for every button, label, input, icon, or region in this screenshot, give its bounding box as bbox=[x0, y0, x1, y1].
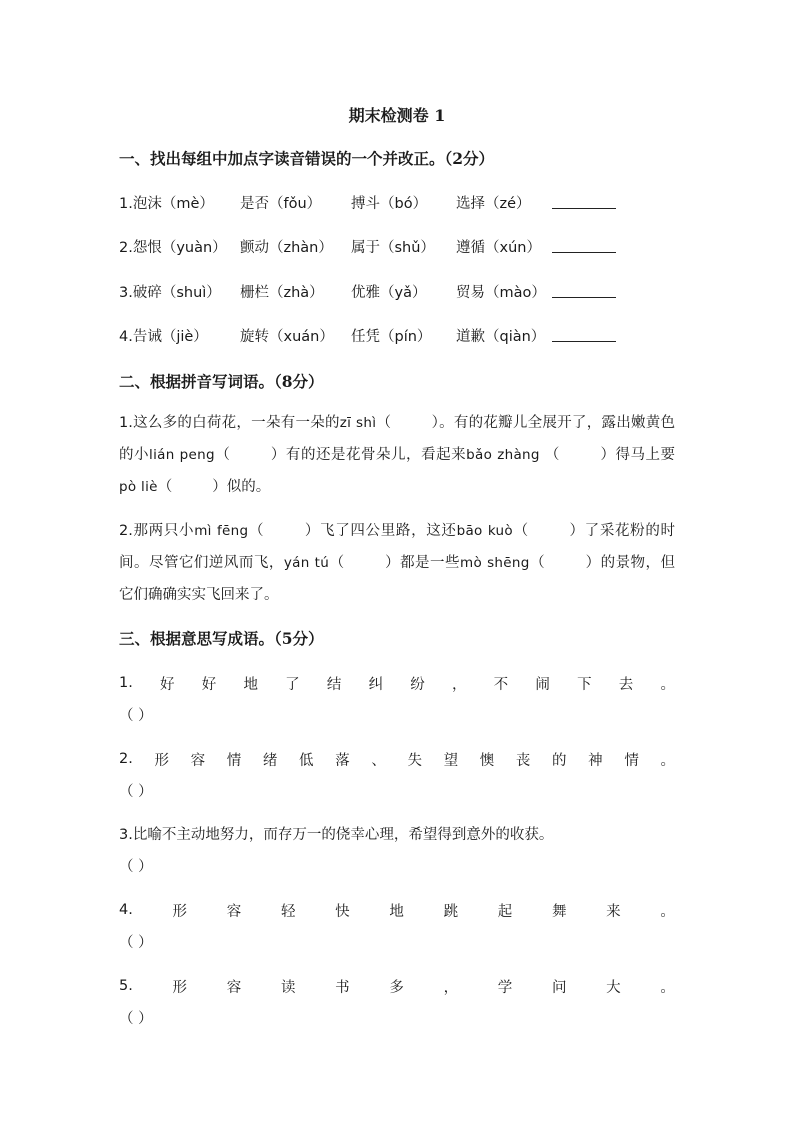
idiom-definition bbox=[119, 672, 675, 694]
definition-char: 。 bbox=[660, 752, 675, 769]
answer-brackets[interactable]: （ ） bbox=[119, 784, 153, 800]
definition-char: 读 bbox=[280, 979, 296, 996]
definition-char: ， bbox=[443, 979, 459, 996]
idiom-definition bbox=[119, 899, 675, 921]
word-item: 4.告诫（jiè） bbox=[119, 329, 208, 345]
word-item: 1.泡沫（mè） bbox=[119, 196, 214, 212]
word-item: 颤动（zhàn） bbox=[240, 240, 333, 256]
answer-blank[interactable] bbox=[552, 208, 616, 209]
word-item: 遵循（xún） bbox=[456, 240, 541, 256]
word-item: 道歉（qiàn） bbox=[456, 329, 546, 345]
word-item: 2.怨恨（yuàn） bbox=[119, 240, 227, 256]
definition-char: 的 bbox=[552, 752, 567, 769]
pinyin: bāo kuò bbox=[456, 523, 513, 539]
definition-char: 落 bbox=[335, 752, 350, 769]
answer-brackets[interactable]: （ ） bbox=[119, 708, 153, 724]
definition-char: 、 bbox=[371, 752, 386, 769]
text: ）有的还是花骨朵儿，看起来 bbox=[270, 447, 467, 463]
definition-char: 地 bbox=[389, 903, 404, 920]
idiom-item-4 bbox=[119, 899, 675, 951]
definition-char: 形 bbox=[172, 903, 188, 920]
definition-char: 下 bbox=[577, 676, 592, 693]
definition-char: 。 bbox=[660, 903, 675, 920]
definition-char: 问 bbox=[551, 979, 567, 996]
pinyin: mò shēng bbox=[460, 555, 530, 571]
definition-char: 容 bbox=[190, 752, 206, 769]
pinyin: lián peng bbox=[149, 447, 215, 463]
word-item: 搏斗（bó） bbox=[351, 196, 428, 212]
page-title: 期末检测卷 1 bbox=[348, 106, 446, 125]
definition-char: 好 bbox=[160, 676, 175, 693]
definition-char: 情 bbox=[624, 752, 639, 769]
definition-char: 1. bbox=[119, 675, 133, 691]
definition-char: 5. bbox=[119, 978, 133, 994]
section-2-paragraph-1 bbox=[119, 407, 675, 503]
text: （ bbox=[376, 415, 392, 431]
definition-char: 去 bbox=[618, 676, 634, 693]
definition-char: 懊 bbox=[479, 752, 495, 769]
definition-char: 学 bbox=[497, 979, 513, 996]
text: （ bbox=[248, 523, 265, 539]
text: （ bbox=[529, 555, 546, 571]
definition-char: 大 bbox=[606, 979, 621, 996]
answer-brackets[interactable]: （ ） bbox=[119, 1011, 153, 1027]
section-3-heading: 三、根据意思写成语。（5分） bbox=[119, 629, 324, 648]
definition-char: ， bbox=[451, 676, 467, 693]
word-item: 贸易（mào） bbox=[456, 285, 546, 301]
definition-char: 容 bbox=[226, 979, 242, 996]
text: 2.那两只小 bbox=[119, 523, 195, 539]
word-item: 是否（fǒu） bbox=[240, 196, 322, 212]
word-item: 选择（zé） bbox=[456, 196, 531, 212]
word-item: 属于（shǔ） bbox=[351, 240, 435, 256]
definition-char: 望 bbox=[443, 752, 459, 769]
text: ）都是一些 bbox=[384, 555, 461, 571]
definition-char: 多 bbox=[389, 979, 404, 996]
definition-char: 快 bbox=[335, 903, 350, 920]
text: ）的景物，但它们确确实实飞回来了。 bbox=[119, 555, 676, 603]
text: （ bbox=[329, 555, 345, 571]
text: （ bbox=[157, 479, 173, 495]
definition-char: 好 bbox=[201, 676, 217, 693]
section-1-heading: 一、找出每组中加点字读音错误的一个并改正。（2分） bbox=[119, 149, 495, 168]
idiom-definition: 3.比喻不主动地努力，而存万一的侥幸心理，希望得到意外的收获。 bbox=[119, 827, 554, 843]
idiom-definition bbox=[119, 975, 675, 997]
definition-char: 起 bbox=[497, 903, 513, 920]
section-2-heading: 二、根据拼音写词语。（8分） bbox=[119, 372, 324, 391]
idiom-item-3 bbox=[119, 823, 675, 875]
definition-char: 容 bbox=[226, 903, 242, 920]
word-item: 栅栏（zhà） bbox=[240, 285, 324, 301]
definition-char: 闹 bbox=[535, 676, 550, 693]
text: ）了采花粉的时间。尽管它们逆风而飞， bbox=[119, 523, 676, 571]
definition-char: 舞 bbox=[551, 903, 567, 920]
definition-char: 低 bbox=[299, 752, 314, 769]
pinyin: zī shì bbox=[339, 415, 377, 431]
definition-char: 形 bbox=[172, 979, 188, 996]
definition-char: 情 bbox=[226, 752, 242, 769]
text: ）得马上要 bbox=[599, 447, 675, 463]
definition-char: 纠 bbox=[368, 676, 384, 693]
answer-blank[interactable] bbox=[552, 252, 616, 253]
section-2-paragraph-2 bbox=[119, 515, 675, 611]
text: （ bbox=[512, 523, 529, 539]
definition-char: 跳 bbox=[443, 903, 459, 920]
pinyin: bǎo zhàng bbox=[466, 447, 540, 463]
answer-brackets[interactable]: （ ） bbox=[119, 935, 153, 951]
definition-char: 书 bbox=[335, 979, 350, 996]
word-item: 优雅（yǎ） bbox=[351, 285, 427, 301]
idiom-definition bbox=[119, 748, 675, 770]
definition-char: 2. bbox=[119, 751, 133, 767]
definition-char: 轻 bbox=[280, 903, 296, 920]
word-item: 旋转（xuán） bbox=[240, 329, 334, 345]
definition-char: 绪 bbox=[262, 752, 278, 769]
definition-char: 结 bbox=[326, 676, 342, 693]
answer-brackets[interactable]: （ ） bbox=[119, 859, 153, 875]
word-item: 任凭（pín） bbox=[351, 329, 432, 345]
word-item: 3.破碎（shuì） bbox=[119, 285, 221, 301]
definition-char: 。 bbox=[660, 676, 675, 693]
definition-char: 不 bbox=[493, 676, 509, 693]
answer-blank[interactable] bbox=[552, 341, 616, 342]
text: （ bbox=[214, 447, 231, 463]
text: ）飞了四公里路，这还 bbox=[304, 523, 457, 539]
definition-char: 。 bbox=[660, 979, 675, 996]
pinyin: yán tú bbox=[283, 555, 330, 571]
definition-char: 地 bbox=[243, 676, 258, 693]
text: ）似的。 bbox=[212, 479, 271, 495]
definition-char: 来 bbox=[606, 903, 621, 920]
pinyin: mì fēng bbox=[194, 523, 249, 539]
definition-char: 失 bbox=[407, 752, 422, 769]
definition-char: 形 bbox=[154, 752, 169, 769]
text: ）。有的花瓣儿全展开了，露出嫩黄色的小 bbox=[119, 415, 675, 463]
idiom-item-5 bbox=[119, 975, 675, 1027]
definition-char: 了 bbox=[285, 676, 300, 693]
definition-char: 纷 bbox=[410, 676, 425, 693]
answer-blank[interactable] bbox=[552, 297, 616, 298]
definition-char: 丧 bbox=[515, 752, 531, 769]
idiom-item-2 bbox=[119, 748, 675, 800]
idiom-item-1 bbox=[119, 672, 675, 724]
text: （ bbox=[544, 447, 560, 463]
definition-char: 神 bbox=[588, 752, 603, 769]
text: 1.这么多的白荷花，一朵有一朵的 bbox=[119, 415, 340, 431]
pinyin: pò liè bbox=[119, 479, 158, 495]
definition-char: 4. bbox=[119, 902, 133, 918]
